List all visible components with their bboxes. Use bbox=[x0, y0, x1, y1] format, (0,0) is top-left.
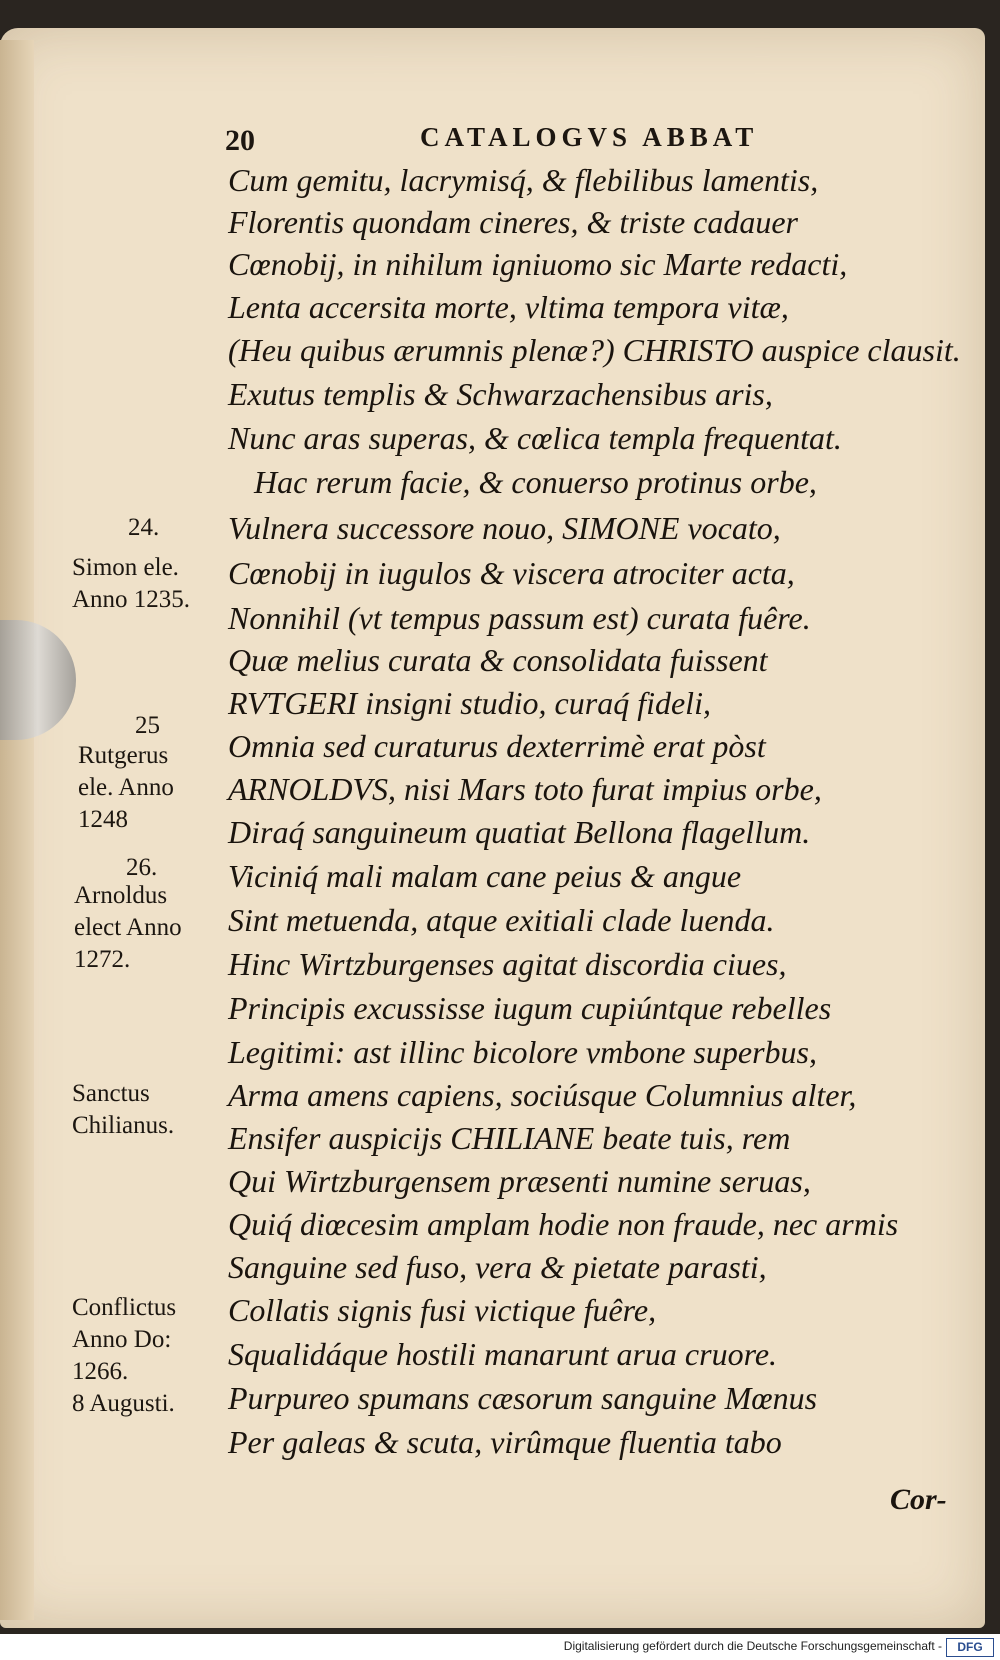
margin-note-line: Sanctus bbox=[72, 1080, 150, 1107]
page-edge bbox=[0, 40, 34, 1620]
verse-line: Florentis quondam cineres, & triste cadauer bbox=[228, 204, 798, 240]
margin-note bbox=[72, 552, 222, 616]
verse-line: Principis excussisse iugum cupiúntque rebelles bbox=[228, 990, 832, 1026]
verse-line: (Heu quibus ærumnis plenæ?) CHRISTO auspice clausit. bbox=[228, 332, 961, 368]
verse-line: Sanguine sed fuso, vera & pietate parasti, bbox=[228, 1249, 767, 1285]
margin-note bbox=[72, 1078, 222, 1142]
verse-line: ARNOLDVS, nisi Mars toto furat impius orbe, bbox=[228, 771, 822, 807]
verse-line: Cœnobij, in nihilum igniuomo sic Marte redacti, bbox=[228, 246, 848, 282]
margin-note bbox=[128, 512, 278, 544]
verse-line: Arma amens capiens, sociúsque Columnius alter, bbox=[228, 1077, 857, 1113]
verse-line: Hac rerum facie, & conuerso protinus orbe, bbox=[254, 464, 817, 500]
margin-note-line: 25 bbox=[135, 712, 160, 739]
verse-line: Lenta accersita morte, vltima tempora vitæ, bbox=[228, 289, 789, 325]
margin-note bbox=[135, 710, 285, 742]
margin-note-line: Arnoldus bbox=[74, 882, 168, 909]
margin-note bbox=[72, 1292, 222, 1420]
verse-line: Quæ melius curata & consolidata fuissent bbox=[228, 642, 768, 678]
verse-line: RVTGERI insigni studio, curaq́ fideli, bbox=[228, 685, 711, 721]
margin-note-line: 1272. bbox=[74, 946, 131, 973]
verse-line: Diraq́ sanguineum quatiat Bellona flagellum. bbox=[228, 814, 811, 850]
margin-note-line: Conflictus bbox=[72, 1294, 177, 1321]
verse-line: Viciniq́ mali malam cane peius & angue bbox=[228, 858, 742, 894]
margin-note-line: Rutgerus bbox=[78, 742, 169, 769]
verse-line: Exutus templis & Schwarzachensibus aris, bbox=[228, 376, 773, 412]
margin-note-line: elect Anno bbox=[74, 914, 182, 941]
verse-line: Cœnobij in iugulos & viscera atrociter acta, bbox=[228, 555, 795, 591]
verse-line: Omnia sed curaturus dexterrimè erat pòst bbox=[228, 728, 766, 764]
verse-line: Hinc Wirtzburgenses agitat discordia ciues, bbox=[228, 946, 787, 982]
margin-note bbox=[74, 880, 224, 976]
margin-note-line: Anno 1235. bbox=[72, 586, 191, 613]
margin-note-line: Simon ele. bbox=[72, 554, 179, 581]
verse-line: Squalidáque hostili manarunt arua cruore. bbox=[228, 1336, 778, 1372]
verse-line: Sint metuenda, atque exitiali clade luenda. bbox=[228, 902, 775, 938]
verse-line: Quiq́ diœcesim amplam hodie non fraude, nec armis bbox=[228, 1206, 899, 1242]
verse-line: Vulnera successore nouo, SIMONE vocato, bbox=[228, 510, 781, 546]
margin-note-line: ele. Anno bbox=[78, 774, 174, 801]
verse-line: Qui Wirtzburgensem præsenti numine seruas, bbox=[228, 1163, 811, 1199]
margin-note bbox=[78, 740, 228, 836]
margin-note-line: 1266. bbox=[72, 1358, 129, 1385]
margin-note-line: Chilianus. bbox=[72, 1112, 175, 1139]
margin-note-line: 24. bbox=[128, 514, 160, 541]
verse-line: Purpureo spumans cæsorum sanguine Mœnus bbox=[228, 1380, 818, 1416]
verse-line: Cum gemitu, lacrymisq́, & flebilibus lamentis, bbox=[228, 162, 819, 198]
margin-note-line: 26. bbox=[126, 854, 158, 881]
catchword: Cor- bbox=[890, 1483, 947, 1516]
verse-line: Ensifer auspicijs CHILIANE beate tuis, rem bbox=[228, 1120, 791, 1156]
page-header bbox=[225, 118, 825, 158]
margin-note-line: 8 Augusti. bbox=[72, 1390, 175, 1417]
digitization-footer bbox=[0, 1634, 1000, 1660]
margin-note-line: Anno Do: bbox=[72, 1326, 172, 1353]
margin-note-line: 1248 bbox=[78, 806, 128, 833]
page-number: 20 bbox=[225, 124, 255, 157]
verse-line: Per galeas & scuta, virûmque fluentia tabo bbox=[228, 1424, 782, 1460]
running-title: CATALOGVS ABBAT bbox=[420, 122, 759, 152]
verse-line: Nunc aras superas, & cœlica templa frequentat. bbox=[228, 420, 842, 456]
verse-line: Collatis signis fusi victique fuêre, bbox=[228, 1292, 657, 1328]
funding-credit: Digitalisierung gefördert durch die Deutsche Forschungsgemeinschaft - bbox=[563, 1639, 942, 1653]
verse-line: Legitimi: ast illinc bicolore vmbone superbus, bbox=[228, 1034, 817, 1070]
dfg-logo: DFG bbox=[946, 1638, 994, 1657]
verse-line: Nonnihil (vt tempus passum est) curata fuêre. bbox=[228, 600, 811, 636]
